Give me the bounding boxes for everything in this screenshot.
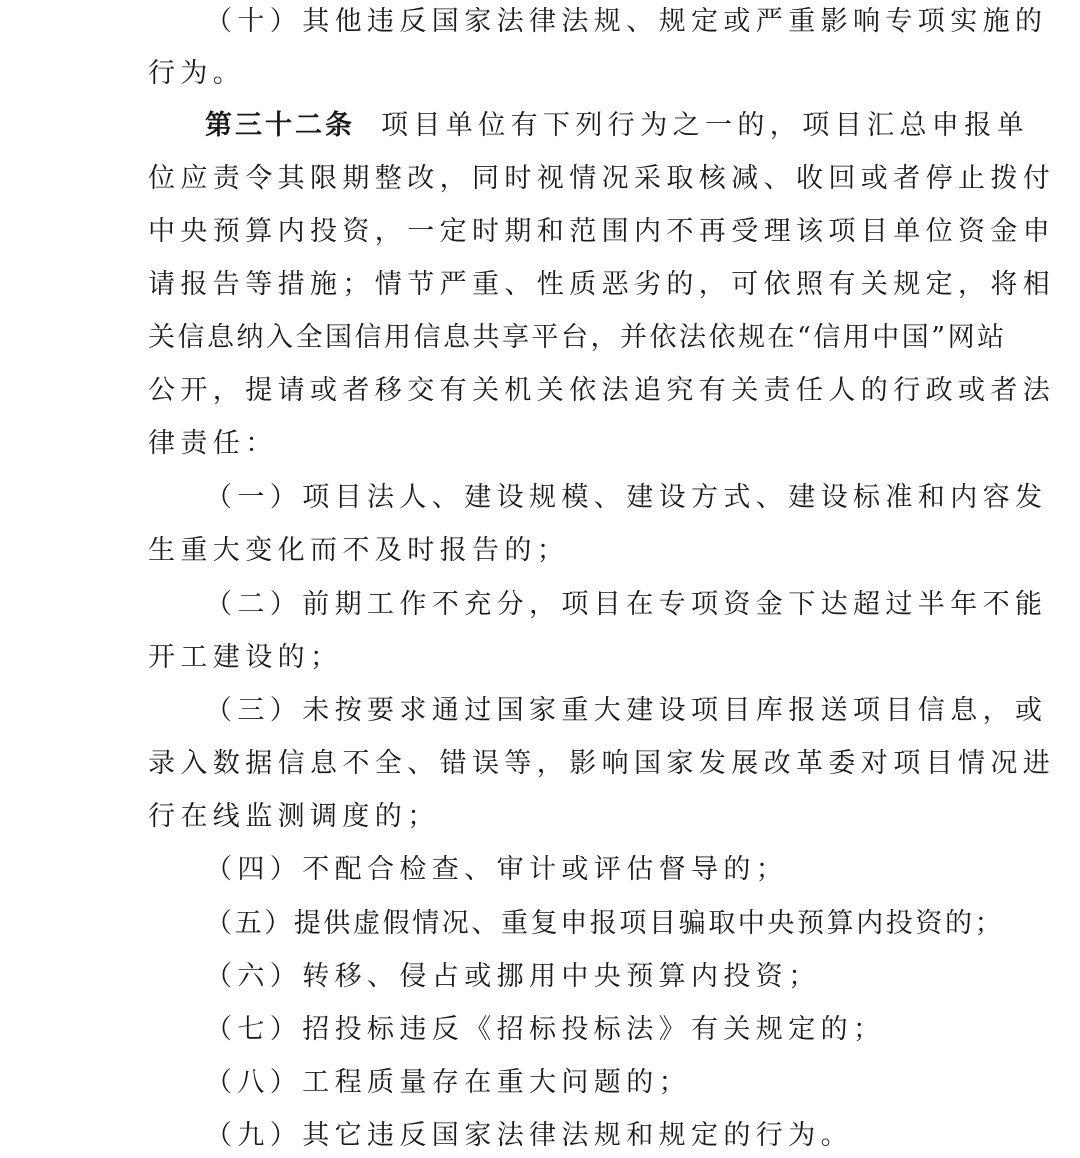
paragraph-line: 行为。: [148, 58, 246, 89]
list-item-line: （七）招投标违反《招标投标法》有关规定的；: [205, 1014, 886, 1045]
paragraph-line: 公开，提请或者移交有关机关依法追究有关责任人的行政或者法: [148, 375, 1056, 406]
paragraph-line: 律责任：: [148, 428, 278, 459]
article-number: 第三十二条: [205, 110, 355, 141]
paragraph-line: 行在线监测调度的；: [148, 801, 440, 832]
list-item-line: （三）未按要求通过国家重大建设项目库报送项目信息，或: [205, 695, 1048, 726]
paragraph-text: 项目单位有下列行为之一的，项目汇总申报单: [381, 110, 1029, 141]
paragraph-line: （十）其他违反国家法律法规、规定或严重影响专项实施的: [205, 6, 1048, 37]
paragraph-line: 关信息纳入全国信用信息共享平台，并依法依规在“信用中国”网站: [148, 322, 1007, 353]
list-item-line: （二）前期工作不充分，项目在专项资金下达超过半年不能: [205, 589, 1048, 620]
paragraph-line: 生重大变化而不及时报告的；: [148, 535, 570, 566]
article-line: [205, 106, 1029, 146]
list-item-line: （九）其它违反国家法律法规和规定的行为。: [205, 1120, 853, 1151]
list-item-line: （八）工程质量存在重大问题的；: [205, 1067, 691, 1098]
paragraph-line: 开工建设的；: [148, 642, 343, 673]
paragraph-line: 中央预算内投资，一定时期和范围内不再受理该项目单位资金申: [148, 216, 1056, 247]
paragraph-line: 位应责令其限期整改，同时视情况采取核减、收回或者停止拨付: [148, 163, 1056, 194]
list-item-line: （一）项目法人、建设规模、建设方式、建设标准和内容发: [205, 482, 1048, 513]
list-item-line: （六）转移、侵占或挪用中央预算内投资；: [205, 961, 821, 992]
list-item-line: （五）提供虚假情况、重复申报项目骗取中央预算内投资的；: [205, 908, 1005, 939]
list-item-line: （四）不配合检查、审计或评估督导的；: [205, 854, 789, 885]
paragraph-line: 录入数据信息不全、错误等，影响国家发展改革委对项目情况进: [148, 748, 1056, 779]
paragraph-line: 请报告等措施；情节严重、性质恶劣的，可依照有关规定，将相: [148, 269, 1056, 300]
